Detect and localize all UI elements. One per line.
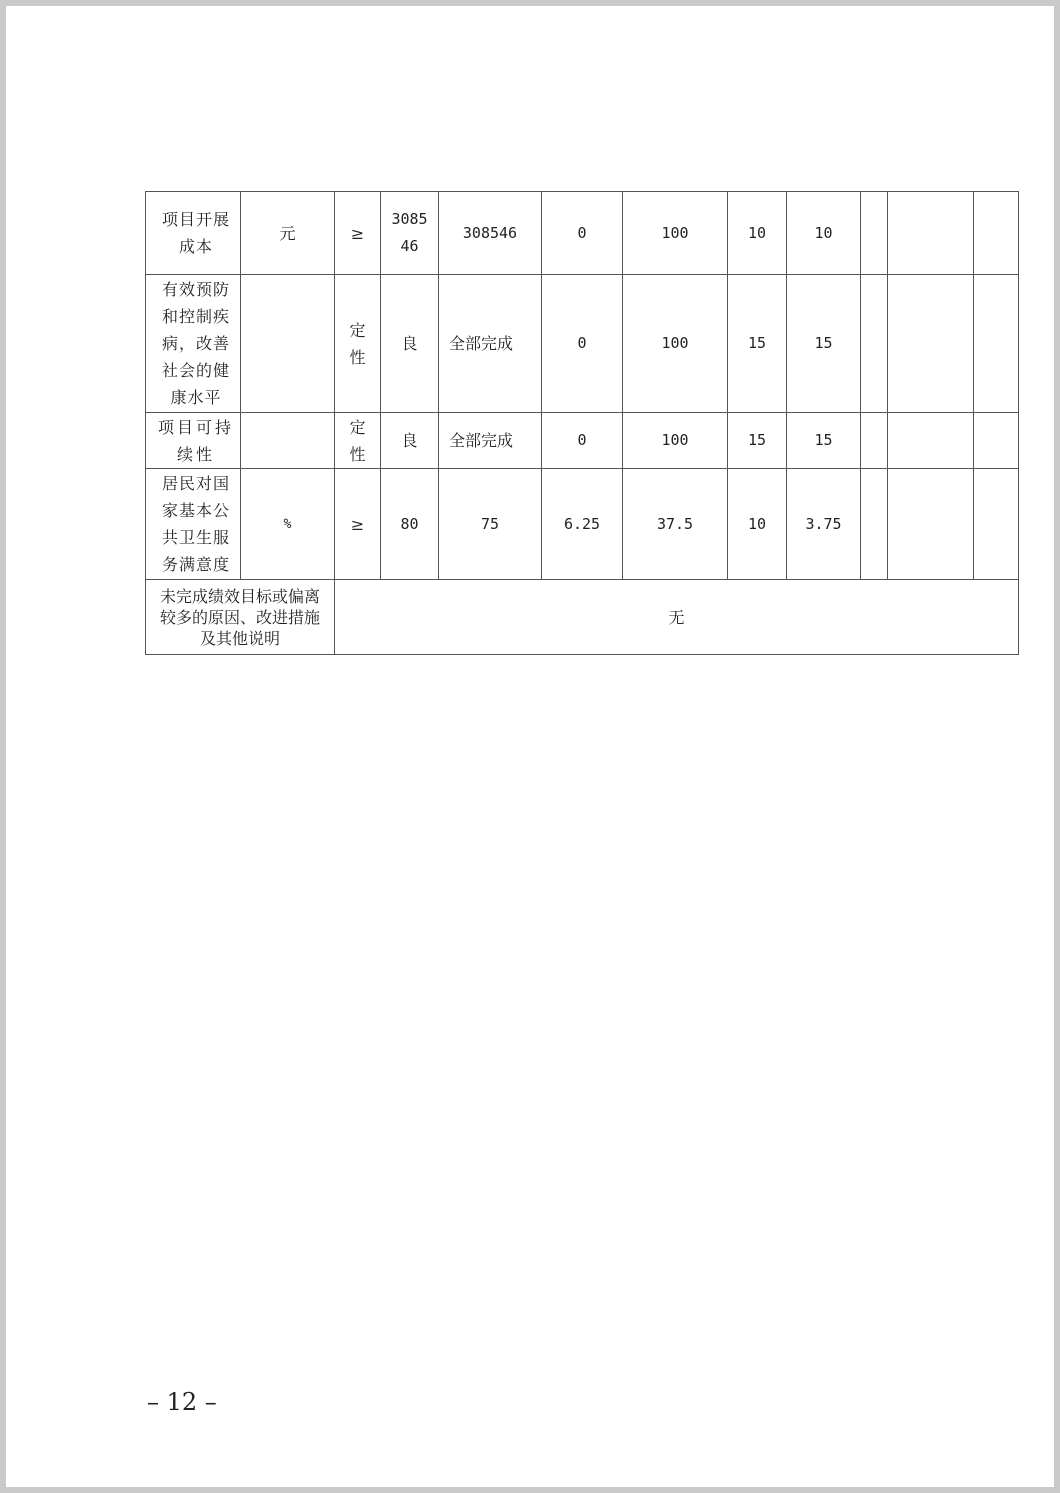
operator-cell: 定性: [335, 413, 381, 469]
cell: 10: [787, 192, 861, 275]
indicator-name: 有效预防和控制疾病，改善社会的健康水平: [146, 275, 241, 413]
empty-cell: [974, 192, 1019, 275]
operator-cell: ≥: [335, 192, 381, 275]
empty-cell: [888, 469, 974, 580]
empty-cell: [861, 192, 888, 275]
cell: 15: [728, 413, 787, 469]
actual-cell: 75: [439, 469, 542, 580]
cell: 15: [728, 275, 787, 413]
empty-cell: [861, 275, 888, 413]
table-row: [146, 413, 1019, 469]
target-cell: 良: [381, 275, 439, 413]
table-row: [146, 275, 1019, 413]
cell: 0: [542, 275, 623, 413]
indicator-name: 居民对国家基本公共卫生服务满意度: [146, 469, 241, 580]
performance-table: [145, 191, 1019, 655]
actual-cell: 全部完成: [439, 413, 542, 469]
cell: 0: [542, 413, 623, 469]
empty-cell: [974, 469, 1019, 580]
cell: 6.25: [542, 469, 623, 580]
table-row: [146, 469, 1019, 580]
target-cell: 308546: [381, 192, 439, 275]
cell: 15: [787, 413, 861, 469]
empty-cell: [861, 413, 888, 469]
note-value: 无: [335, 580, 1019, 655]
empty-cell: [888, 275, 974, 413]
operator-cell: 定性: [335, 275, 381, 413]
note-label: 未完成绩效目标或偏离较多的原因、改进措施及其他说明: [146, 580, 335, 655]
table-row: [146, 192, 1019, 275]
cell: 10: [728, 469, 787, 580]
cell: 100: [623, 192, 728, 275]
cell: 100: [623, 413, 728, 469]
cell: 37.5: [623, 469, 728, 580]
unit-cell: %: [241, 469, 335, 580]
unit-cell: [241, 275, 335, 413]
target-cell: 80: [381, 469, 439, 580]
cell: 15: [787, 275, 861, 413]
cell: 0: [542, 192, 623, 275]
table-row: [146, 580, 1019, 655]
document-page: [6, 6, 1054, 1487]
cell: 10: [728, 192, 787, 275]
actual-cell: 308546: [439, 192, 542, 275]
empty-cell: [974, 413, 1019, 469]
page-number: – 12 –: [147, 1388, 217, 1416]
empty-cell: [861, 469, 888, 580]
unit-cell: 元: [241, 192, 335, 275]
operator-cell: ≥: [335, 469, 381, 580]
empty-cell: [974, 275, 1019, 413]
cell: 100: [623, 275, 728, 413]
indicator-name: 项目可持续性: [146, 413, 241, 469]
empty-cell: [888, 192, 974, 275]
indicator-name: 项目开展成本: [146, 192, 241, 275]
cell: 3.75: [787, 469, 861, 580]
empty-cell: [888, 413, 974, 469]
unit-cell: [241, 413, 335, 469]
target-cell: 良: [381, 413, 439, 469]
actual-cell: 全部完成: [439, 275, 542, 413]
